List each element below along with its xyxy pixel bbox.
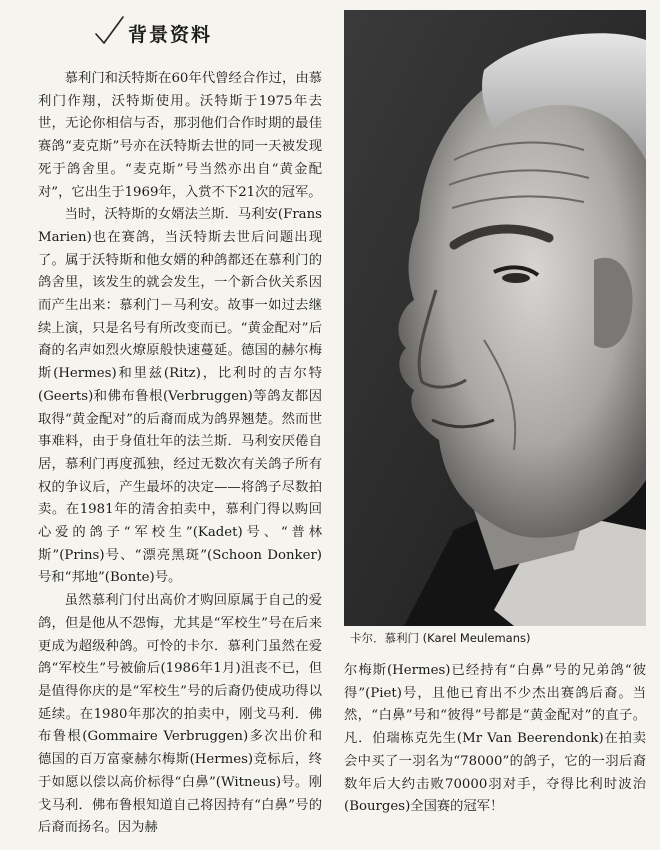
right-text-column <box>344 660 646 819</box>
paragraph-2: 当时，沃特斯的女婿法兰斯．马利安(Frans Marien)也在赛鸽，当沃特斯去世后问题出现了。属于沃特斯和他女婿的种鸽都还在慕利门的鸽舍里，该发生的就会发生，一个新合伙关系因而产生出来：慕利门－马利安。故事一如过去继续上演，只是名号有所改变而已。“黄金配对”后裔的名声如烈火燎原般快速蔓延。德国的赫尔梅斯(Hermes)和里兹(Ritz)，比利时的吉尔特(Geerts)和佛布鲁根(Verbruggen)等鸽友都因取得“黄金配对”的后裔而成为鸽界翘楚。然而世事难料，由于身值壮年的法兰斯．马利安厌倦自居，慕利门再度孤独，经过无数次有关鸽子所有权的争议后，产生最坏的决定——将鸽子尽数拍卖。在1981年的清舍拍卖中，慕利门得以购回心爱的鸽子“军校生”(Kadet)号、“普林斯”(Prins)号、“漂亮黑斑”(Schoon Donker)号和“邦地”(Bonte)号。 <box>38 207 322 586</box>
checkmark-icon <box>92 14 126 48</box>
photo-caption: 卡尔．慕利门 (Karel Meulemans) <box>350 631 531 645</box>
section-heading <box>92 14 212 48</box>
paragraph-3: 虽然慕利门付出高价才购回原属于自己的爱鸽，但是他从不怨悔，尤其是“军校生”号在后来更成为超级种鸽。可怜的卡尔．慕利门虽然在爱鸽“军校生”号被偷后(1986年1月)沮丧不已，但是值得你庆的是“军校生”号的后裔仍使成功得以延续。在1980年那次的拍卖中，刚戈马利．佛布鲁根(Gommaire Verbruggen)多次出价和德国的百万富豪赫尔梅斯(Hermes)竞标后，终于如愿以偿以高价标得“白鼻”(Witneus)号。刚戈马利．佛布鲁根知道自己将因持有“白鼻”号的后裔而扬名。因为赫 <box>38 593 322 836</box>
paragraph-continuation: 尔梅斯(Hermes)已经持有“白鼻”号的兄弟鸽“彼得”(Piet)号，且他已育出不少杰出赛鸽后裔。当然，“白鼻”号和“彼得”号都是“黄金配对”的直子。凡．伯瑞栋克先生(Mr Van Beerendonk)在拍卖会中买了一羽名为“78000”的鸽子，它的一羽后裔数年后大约击败70000羽对手，夺得比利时波治(Bourges)全国赛的冠军！ <box>344 663 646 815</box>
left-text-column <box>38 68 322 840</box>
section-title: 背景资料 <box>128 24 213 46</box>
paragraph-1: 慕利门和沃特斯在60年代曾经合作过，由慕利门作翔，沃特斯使用。沃特斯于1975年去世，无论你相信与否，那羽他们合作时期的最佳赛鸽“麦克斯”号亦在沃特斯去世的同一天被发现死于鸽舍里。“麦克斯”号当然亦出自“黄金配对”，它出生于1969年，入赏不下21次的冠军。 <box>38 71 322 200</box>
portrait-photo <box>344 10 646 626</box>
